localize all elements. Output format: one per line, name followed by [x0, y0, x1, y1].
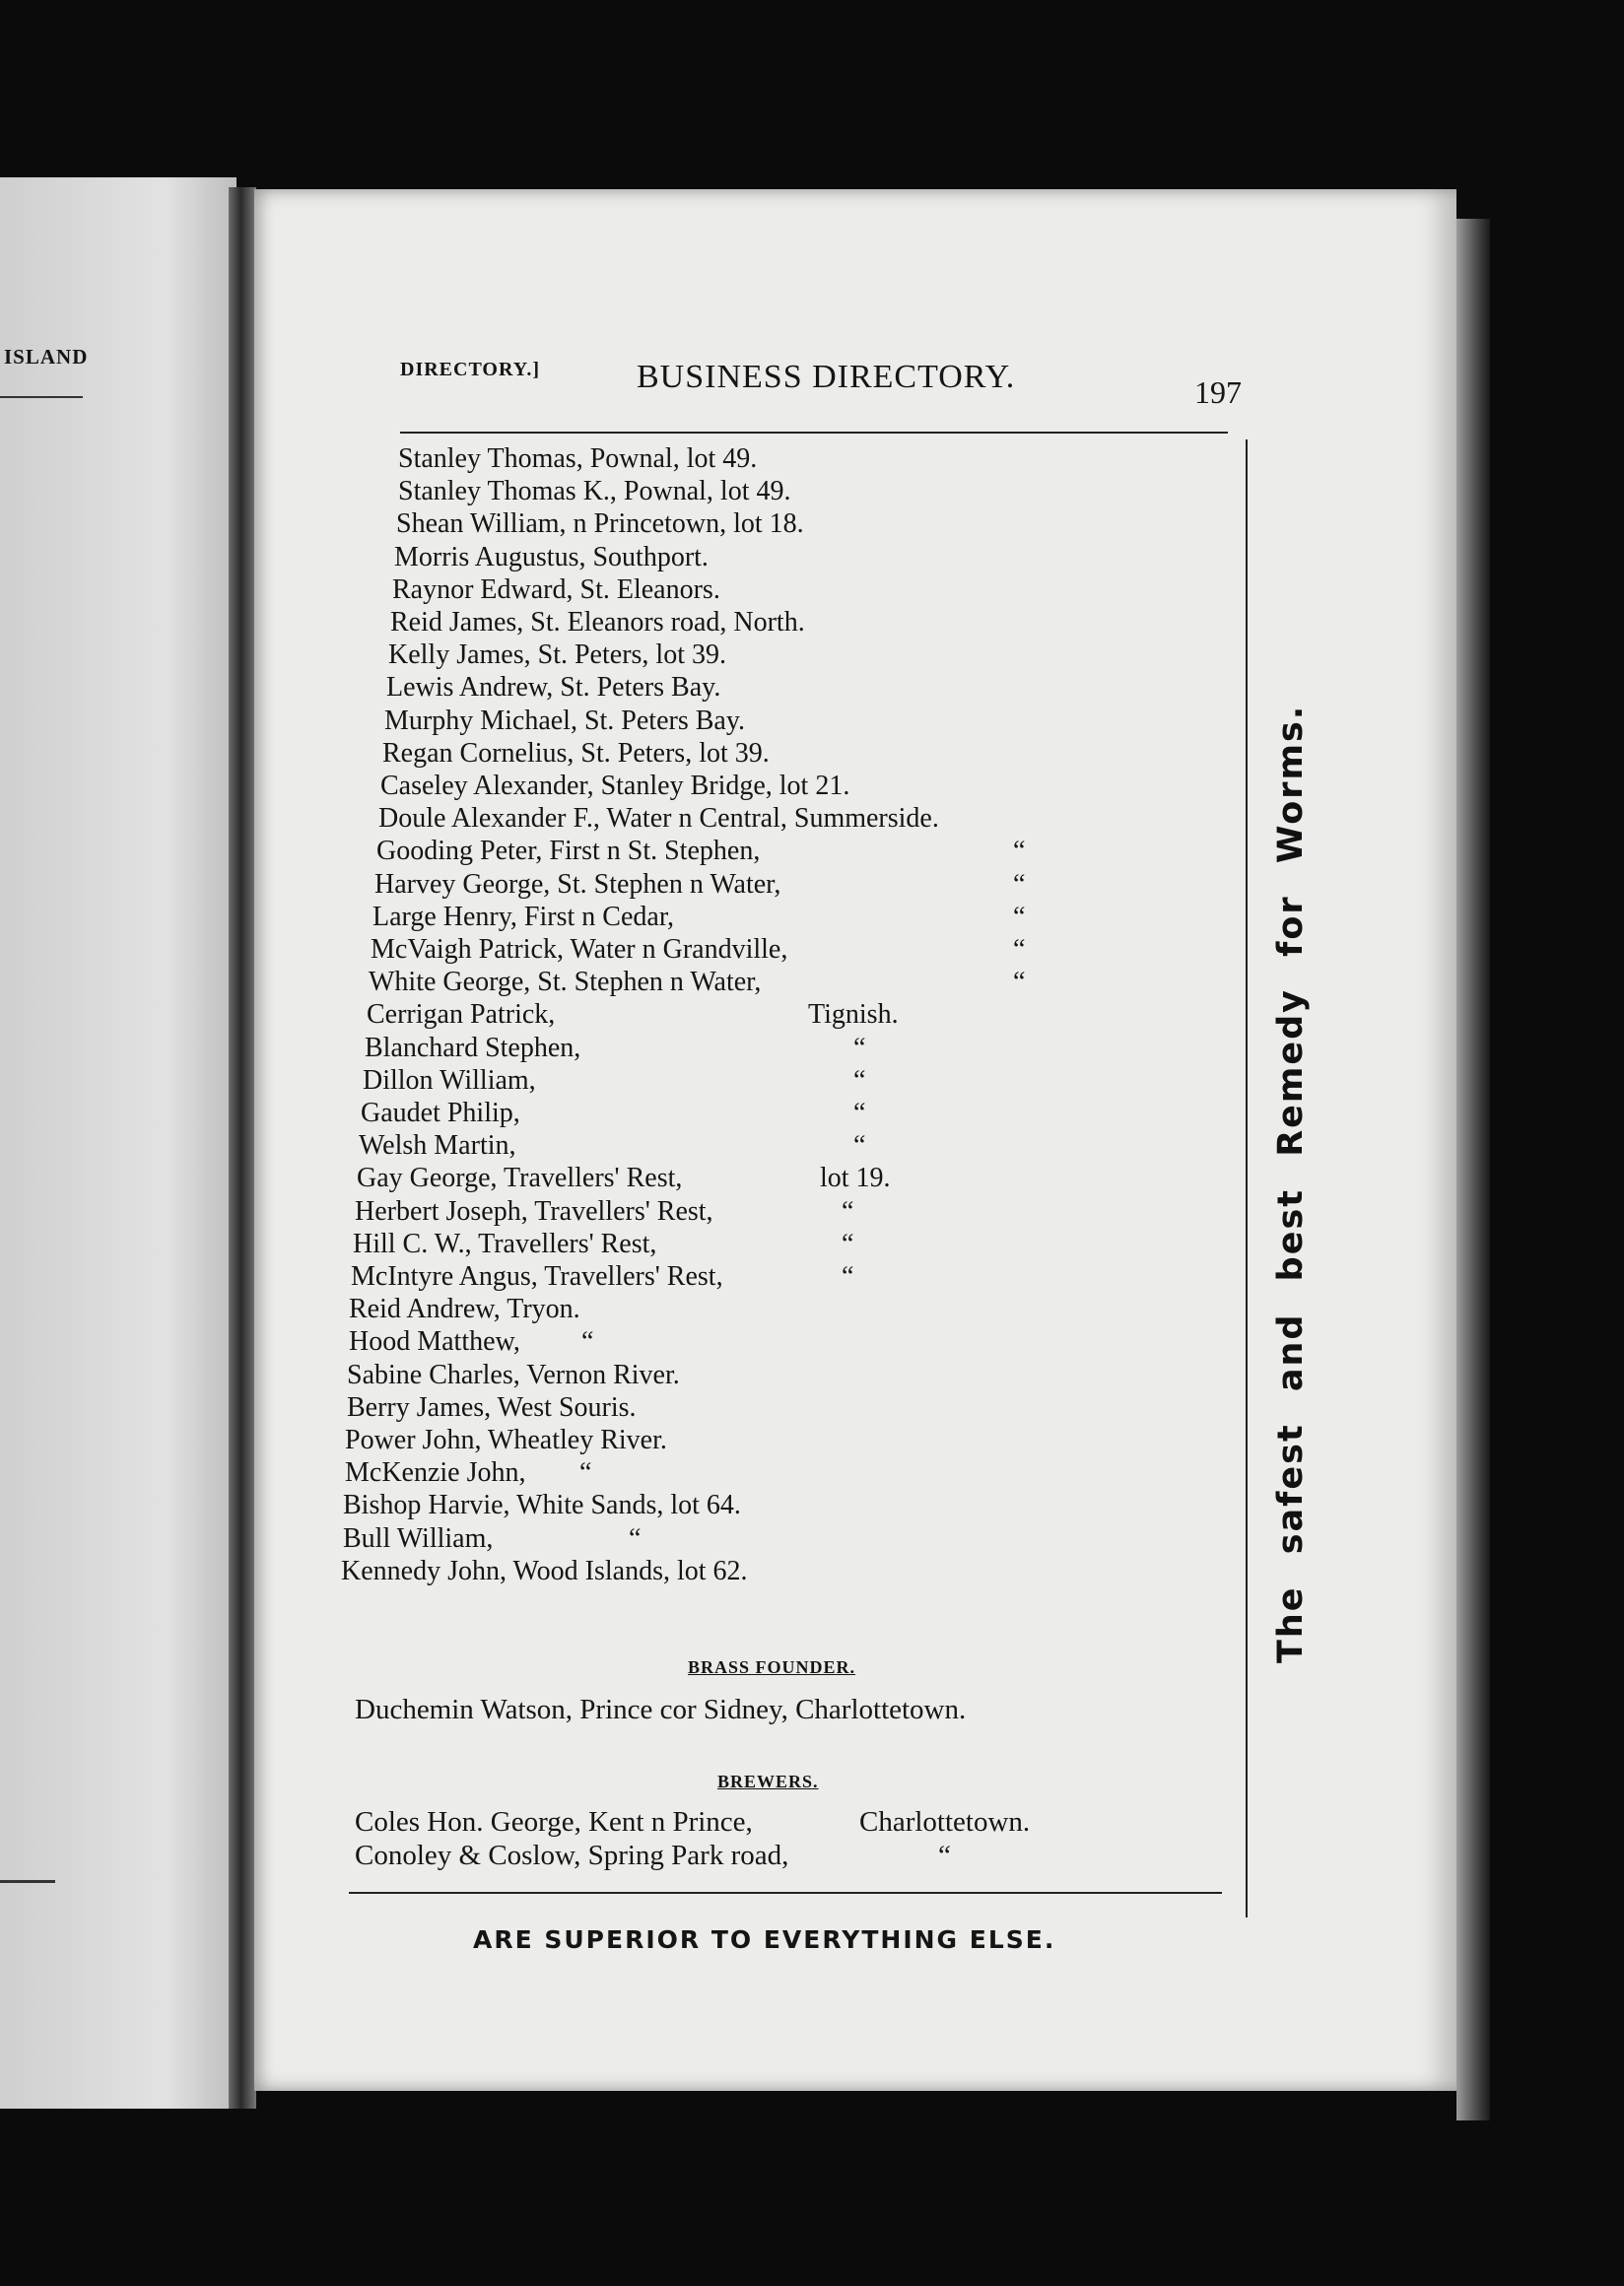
entry-name: McKenzie John,	[345, 1457, 526, 1489]
entry-name: Large Henry, First n Cedar,	[372, 901, 675, 932]
entry-name: Gooding Peter, First n St. Stephen,	[376, 836, 761, 867]
entry-place: “	[1013, 934, 1026, 965]
header-rule	[400, 432, 1228, 434]
running-header-left: DIRECTORY.]	[400, 359, 540, 380]
left-page-rule	[0, 396, 83, 398]
page-edge	[1456, 219, 1490, 2120]
entry-name: White George, St. Stephen n Water,	[369, 967, 762, 998]
section-heading-brass-founder: BRASS FOUNDER.	[688, 1657, 856, 1677]
entry-place: “	[842, 1228, 854, 1259]
entry-name: McVaigh Patrick, Water n Grandville,	[371, 934, 788, 965]
entry-name: Power John, Wheatley River.	[345, 1425, 667, 1455]
entry-place: “	[853, 1098, 866, 1128]
entry-name: Blanchard Stephen,	[365, 1032, 581, 1063]
footer-rule	[349, 1892, 1222, 1894]
entry-name: Stanley Thomas K., Pownal, lot 49.	[398, 476, 791, 507]
entry-name: Hood Matthew,	[349, 1326, 520, 1358]
entry-place: “	[1013, 836, 1026, 867]
entry-place: “	[853, 1032, 866, 1063]
entry-name: Reid James, St. Eleanors road, North.	[390, 607, 805, 638]
section-heading-brewers: BREWERS.	[717, 1772, 819, 1791]
side-advertisement: The safest and best Remedy for Worms.	[1271, 704, 1311, 1663]
entry-name: Sabine Charles, Vernon River.	[347, 1359, 680, 1390]
entry-name: Stanley Thomas, Pownal, lot 49.	[398, 443, 758, 474]
entry-name: Dillon William,	[363, 1064, 536, 1096]
entry-name: Coles Hon. George, Kent n Prince,	[355, 1806, 753, 1838]
left-page-header: ISLAND	[4, 345, 89, 369]
entry-place: Tignish.	[808, 999, 899, 1031]
left-page	[0, 177, 237, 2109]
entry-name: McIntyre Angus, Travellers' Rest,	[351, 1261, 723, 1292]
footer-advertisement: ARE SUPERIOR TO EVERYTHING ELSE.	[473, 1925, 1056, 1954]
entry-name: Raynor Edward, St. Eleanors.	[392, 573, 720, 605]
entry-name: Shean William, n Princetown, lot 18.	[396, 508, 804, 540]
entry-name: Gaudet Philip,	[361, 1098, 520, 1128]
entry-name: Reid Andrew, Tryon.	[349, 1294, 580, 1325]
entry-place: “	[853, 1130, 866, 1162]
entry-name: Morris Augustus, Southport.	[394, 541, 709, 572]
entry-place: lot 19.	[820, 1163, 891, 1194]
entry-name: Welsh Martin,	[359, 1130, 516, 1162]
entry-place: “	[842, 1261, 854, 1292]
page-title: BUSINESS DIRECTORY.	[637, 359, 1016, 395]
frame-rule-right	[1246, 439, 1248, 1917]
entry-name: Herbert Joseph, Travellers' Rest,	[355, 1195, 713, 1227]
page-number: 197	[1194, 374, 1242, 410]
entry-name: Cerrigan Patrick,	[367, 999, 556, 1031]
entry-name: Conoley & Coslow, Spring Park road,	[355, 1840, 789, 1871]
entry-name: Hill C. W., Travellers' Rest,	[353, 1228, 657, 1259]
entry-place: “	[938, 1840, 951, 1871]
entry-place: “	[842, 1195, 854, 1227]
entry-place: “	[629, 1522, 642, 1554]
entry-place: “	[1013, 967, 1026, 998]
entry-name: Caseley Alexander, Stanley Bridge, lot 21.	[380, 771, 850, 801]
entry-name: Gay George, Travellers' Rest,	[357, 1163, 683, 1194]
entry-name: Bishop Harvie, White Sands, lot 64.	[343, 1490, 741, 1521]
entry-place: “	[1013, 901, 1026, 932]
entry-place: “	[581, 1326, 594, 1358]
entry-name: Lewis Andrew, St. Peters Bay.	[386, 672, 721, 704]
book-gutter	[229, 187, 256, 2109]
entry-name: Kennedy John, Wood Islands, lot 62.	[341, 1555, 748, 1586]
entry-place: “	[579, 1457, 592, 1489]
directory-page	[254, 189, 1456, 2091]
entry-place: Charlottetown.	[859, 1806, 1031, 1838]
entry-name: Regan Cornelius, St. Peters, lot 39.	[382, 737, 770, 769]
entry-name: Berry James, West Souris.	[347, 1391, 637, 1423]
entry-name: Bull William,	[343, 1522, 494, 1554]
entry-name: Doule Alexander F., Water n Central, Summerside.	[378, 803, 939, 835]
entry-name: Duchemin Watson, Prince cor Sidney, Charlottetown.	[355, 1694, 967, 1725]
entry-place: “	[1013, 868, 1026, 900]
entry-place: “	[853, 1064, 866, 1096]
left-page-bottom-rule	[0, 1880, 55, 1883]
entry-name: Murphy Michael, St. Peters Bay.	[384, 705, 746, 736]
entry-name: Harvey George, St. Stephen n Water,	[374, 868, 781, 900]
entry-name: Kelly James, St. Peters, lot 39.	[388, 639, 726, 671]
